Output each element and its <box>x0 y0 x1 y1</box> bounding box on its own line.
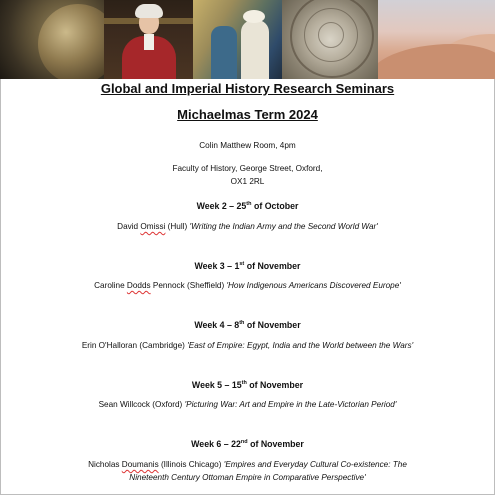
talk-entry: David Omissi (Hull) 'Writing the Indian Army and the Second World War' <box>117 222 378 231</box>
banner-image-globe <box>0 0 104 79</box>
term-heading: Michaelmas Term 2024 <box>177 107 318 122</box>
header-banner <box>0 0 495 79</box>
banner-image-portrait <box>104 0 193 79</box>
banner-image-desert <box>378 0 495 79</box>
talk-entry: Nicholas Doumanis (Illinois Chicago) 'Empires and Everyday Cultural Co-existence: The <box>88 460 407 469</box>
talk-entry: Sean Willcock (Oxford) 'Picturing War: Art and Empire in the Late-Victorian Period' <box>98 400 397 409</box>
week-heading: Week 5 – 15th of November <box>191 380 304 390</box>
talk-entry-continued: Nineteenth Century Ottoman Empire in Comparative Perspective' <box>129 473 366 482</box>
week-heading: Week 6 – 22nd of November <box>191 439 304 449</box>
banner-image-painting <box>193 0 282 79</box>
venue-room: Colin Matthew Room, 4pm <box>199 141 296 150</box>
week-heading: Week 2 – 25th of October <box>196 201 299 211</box>
venue-address-line1: Faculty of History, George Street, Oxford, <box>172 164 323 173</box>
globe-illustration <box>38 4 104 79</box>
venue-address-line2: OX1 2RL <box>230 177 265 186</box>
week-heading: Week 4 – 8th of November <box>194 320 301 330</box>
week-heading: Week 3 – 1st of November <box>194 261 301 271</box>
talk-entry: Caroline Dodds Pennock (Sheffield) 'How Indigenous Americans Discovered Europe' <box>94 281 401 290</box>
banner-image-astrolabe <box>282 0 378 79</box>
document-title: Global and Imperial History Research Seminars <box>100 81 395 96</box>
talk-entry: Erin O'Halloran (Cambridge) 'East of Empire: Egypt, India and the World between the Wars' <box>81 341 414 350</box>
